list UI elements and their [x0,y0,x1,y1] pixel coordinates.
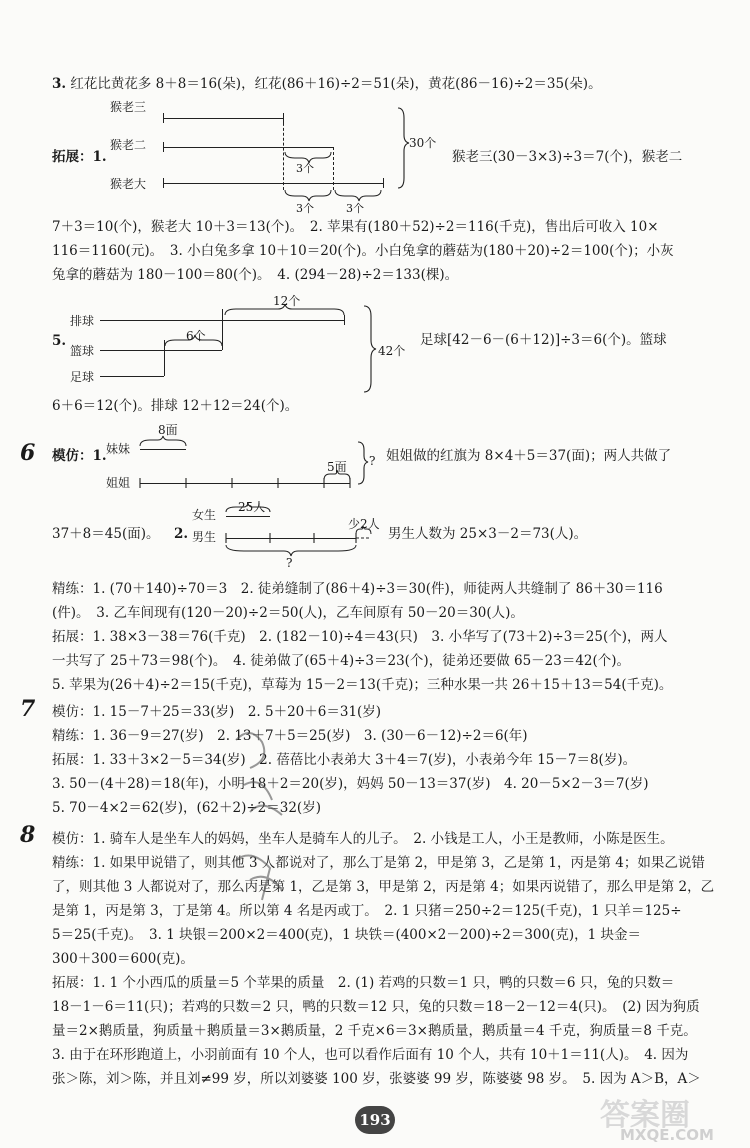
s5-line-3: 3. 红花比黄花多 8＋8＝16(朵)，红花(86＋16)÷2＝51(朵)，黄花(86－16)÷2＝35(朵)。 [52,76,602,92]
label-question-2: ? [286,556,293,570]
s6-lianxi-1: 精练：1. (70＋140)÷70＝3 2. 徒弟缝制了(86＋4)÷3＝30(件)，师徒两人共缝制了 86＋30＝116 [52,581,663,597]
label-3c: 3个 [346,202,364,215]
s6-text-2: 男生人数为 25×3－2＝73(人)。 [388,526,588,542]
s6-lianxi-2: (件)。 3. 乙车间现有(120－20)÷2＝50(人)，乙车间原有 50－20＝30(人)。 [52,605,524,621]
s7-line-2: 精练：1. 36－9＝27(岁) 2. 13＋7＋5＝25(岁) 3. (30－6－12)÷2＝6(年) [52,728,528,744]
s7-line-4: 3. 50－(4＋28)＝18(年)，小明 18＋2＝20(岁)，妈妈 50－13＝37(岁) 4. 20－5×2－3＝7(岁) [52,776,649,792]
tuozhan-1-label: 拓展：1. [52,149,107,165]
label-foot: 足球 [70,370,95,384]
s8-line-10: 3. 由于在环形跑道上，小羽前面有 10 个人，也可以看作后面有 10 个人，共有 10＋1＝11(人)。 4. 因为 [52,1047,689,1063]
s8-line-1: 模仿：1. 骑车人是坐车人的妈妈，坐车人是骑车人的儿子。 2. 小钱是工人，小王是教师，小陈是医生。 [52,831,674,847]
label-monkey-3: 猴老三 [110,100,147,114]
s8-line-7: 拓展：1. 1 个小西瓜的质量＝5 个苹果的质量 2. (1) 若鸡的只数＝1 只，鸭的只数＝6 只，兔的只数＝ [52,975,675,991]
section-6-number: 6 [20,440,36,466]
s5-line-c: 兔拿的蘑菇为 180－100＝80(个)。 4. (294－28)÷2＝133(棵)。 [52,267,459,283]
label-30: 30个 [409,136,437,150]
s7-line-3: 拓展：1. 33＋3×2－5＝34(岁) 2. 蓓蓓比小表弟大 3＋4＝7(岁)，小表弟今年 15－7＝8(岁)。 [52,752,637,768]
label-volley: 排球 [70,314,95,328]
s5-line-b: 116＝1160(元)。 3. 小白兔多拿 10＋10＝20(个)。小白兔拿的蘑菇为(180＋20)÷2＝100(个)；小灰 [52,243,674,259]
label-3b: 3个 [296,202,314,215]
label-42: 42个 [378,344,406,358]
s6-mofang-label: 模仿：1. [52,448,107,464]
s8-line-2: 精练：1. 如果甲说错了，则其他 3 人都说对了，那么丁是第 2，甲是第 3，乙是第 1，丙是第 4；如果乙说错 [52,855,705,871]
section-8-number: 8 [20,822,36,848]
tuozhan-1-text: 猴老三(30－3×3)÷3＝7(个)，猴老二 [452,149,683,165]
label-12: 12个 [273,294,301,308]
section-7-number: 7 [20,696,36,722]
label-monkey-1: 猴老大 [110,177,147,191]
page-number: 193 [355,1106,395,1134]
label-question-1: ? [369,454,376,468]
label-6: 6个 [186,329,206,343]
label-nvsheng: 女生 [192,508,217,522]
label-5-flags: 5面 [327,460,347,474]
s8-line-4: 是第 1，丙是第 3，丁是第 4。所以第 4 名是丙或丁。 2. 1 只猪＝250÷2＝125(千克)，1 只羊＝125÷ [52,903,682,919]
s6-q2-number: 2. [174,526,189,542]
label-meimei: 妹妹 [106,442,131,456]
label-25: 25人 [238,500,266,514]
s8-line-8: 18－1－6＝11(只)；若鸡的只数＝2 只，鸭的只数＝12 只，兔的只数＝18－2－12＝4(只)。 (2) 因为狗质 [52,999,700,1015]
s6-text-1: 姐姐做的红旗为 8×4＋5＝37(面)；两人共做了 [386,448,672,464]
label-basket: 篮球 [70,344,95,358]
label-shao2: 少2人 [348,517,380,531]
q5-text: 足球[42－6－(6＋12)]÷3＝6(个)。篮球 [420,332,667,348]
label-jiejie: 姐姐 [106,476,131,490]
s7-line-1: 模仿：1. 15－7＋25＝33(岁) 2. 5＋20＋6＝31(岁) [52,704,382,720]
s8-line-5: 5＝25(千克)。 3. 1 块银＝200×2＝400(克)，1 块铁＝(400×2－200)÷2＝300(克)，1 块金＝ [52,927,642,943]
label-monkey-2: 猴老二 [110,138,147,152]
q5-number: 5. [52,333,67,349]
watermark-logo: 答案圈 [600,1098,690,1133]
q5-continued: 6＋6＝12(个)。排球 12＋12＝24(个)。 [52,398,299,414]
s6-tuozhan-3: 5. 苹果为(26＋4)÷2＝15(千克)，草莓为 15－2＝13(千克)；三种水果一共 26＋15＋13＝54(千克)。 [52,677,673,693]
s7-line-5: 5. 70－4×2＝62(岁)，(62＋2)÷2＝32(岁) [52,800,321,816]
label-3a: 3个 [296,162,314,175]
label-8-flags: 8面 [158,423,178,437]
s5-line-a: 7＋3＝10(个)，猴老大 10＋3＝13(个)。 2. 苹果有(180＋52)÷2＝116(千克)，售出后可收入 10× [52,219,659,235]
s6-tuozhan-2: 一共写了 25＋73＝98(个)。 4. 徒弟做了(65＋4)÷3＝23(个)，徒弟还要做 65－23＝42(个)。 [52,653,631,669]
s6-tuozhan-1: 拓展：1. 38×3－38＝76(千克) 2. (182－10)÷4＝43(只) 3. 小华写了(73＋2)÷3＝25(个)，两人 [52,629,668,645]
s8-line-6: 300＋300＝600(克)。 [52,951,194,967]
watermark-url: MXQE.COM [620,1126,714,1144]
s8-line-3: 了，则其他 3 人都说对了，那么丙是第 1，乙是第 3，甲是第 2，丙是第 4；如果丙说错了，那么甲是第 2，乙 [52,879,715,895]
s8-line-11: 张＞陈，刘＞陈，并且刘≠99 岁，所以刘婆婆 100 岁，张婆婆 99 岁，陈婆婆 98 岁。 5. 因为 A＞B，A＞ [52,1071,701,1087]
s6-text-1-cont: 37＋8＝45(面)。 [52,526,160,542]
s8-line-9: 量＝2×鹅质量，狗质量＋鹅质量＝3×鹅质量，2 千克×6＝3×鹅质量，鹅质量＝4 千克，狗质量＝8 千克。 [52,1023,697,1039]
label-nansheng: 男生 [192,530,217,544]
